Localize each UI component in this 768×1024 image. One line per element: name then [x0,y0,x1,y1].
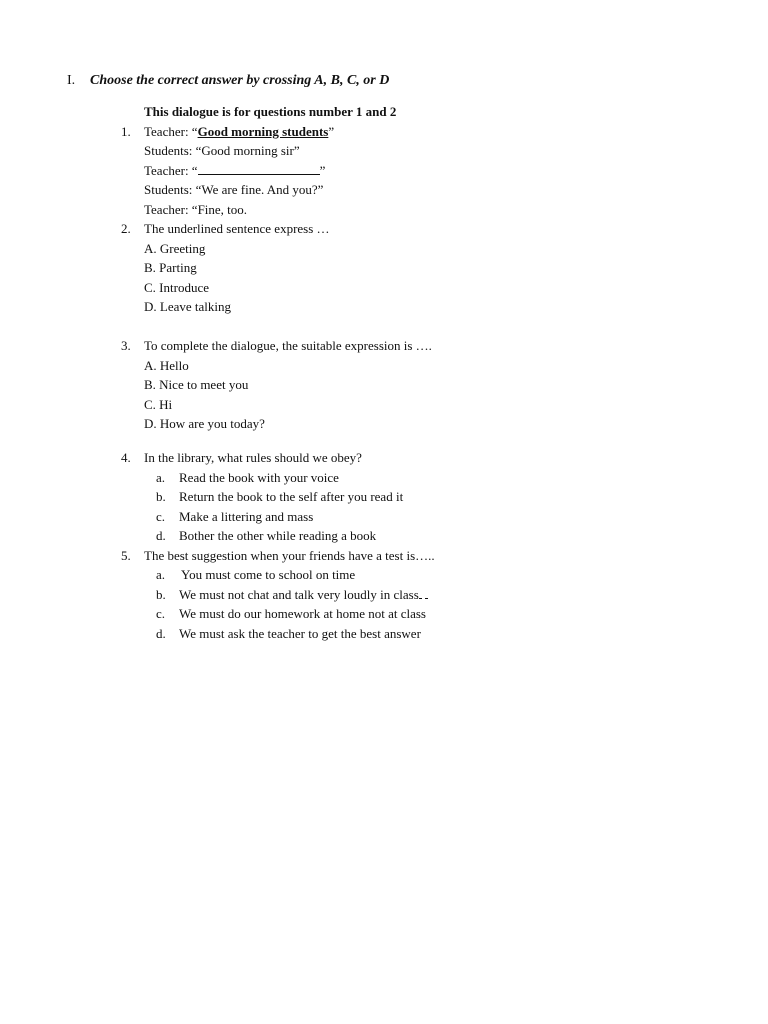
section-heading [67,72,389,90]
option: A. Greeting [144,241,206,256]
dialogue-line-1 [144,124,334,140]
question-number: 3. [121,338,131,353]
dialogue-line-2: Students: “Good morning sir” [144,143,300,158]
option-letter: d. [156,528,166,543]
dialogue-prefix: Teacher: “ [144,124,198,139]
answer-blank [198,164,320,175]
option-text: We must ask the teacher to get the best answer [179,626,421,641]
question-text: In the library, what rules should we obey? [144,450,362,465]
question-text: The best suggestion when your friends have a test is….. [144,548,435,563]
option-text: Read the book with your voice [179,470,339,485]
question-number: 1. [121,124,131,139]
option-letter: c. [156,606,166,621]
option: A. Hello [144,358,189,373]
option: D. Leave talking [144,299,231,314]
question-text: The underlined sentence express … [144,221,330,236]
dialogue-suffix: ” [328,124,335,139]
option: C. Introduce [144,280,209,295]
option: D. How are you today? [144,416,265,431]
option-text: Return the book to the self after you read it [179,489,404,504]
dialogue-prefix: Teacher: “ [144,163,198,178]
dialogue-suffix: ” [319,163,326,178]
underlined-greeting: Good morning students [197,124,329,139]
option-text: You must come to school on time [181,567,356,582]
option: B. Parting [144,260,197,275]
option-text: Make a littering and mass [179,509,314,524]
section-number: I. [67,73,76,88]
dialogue-heading: This dialogue is for questions number 1 and 2 [144,104,397,119]
option-text: We must do our homework at home not at class [179,606,426,621]
option-text: We must not chat and talk very loudly in class [179,587,419,602]
trailing-marks [419,589,428,599]
section-instruction: Choose the correct answer by crossing A, B, C, or D [90,73,390,88]
option-letter: b. [156,489,166,504]
option: C. Hi [144,397,173,412]
option: B. Nice to meet you [144,377,249,392]
option-letter: a. [156,567,166,582]
dialogue-line-5: Teacher: “Fine, too. [144,202,248,217]
question-text: To complete the dialogue, the suitable expression is …. [144,338,432,353]
question-number: 5. [121,548,131,563]
option-text: Bother the other while reading a book [179,528,377,543]
question-number: 2. [121,221,131,236]
option-letter: d. [156,626,166,641]
option-letter: c. [156,509,166,524]
option-text-wrap [179,587,428,603]
option-letter: a. [156,470,166,485]
option-letter: b. [156,587,166,602]
dialogue-line-4: Students: “We are fine. And you?” [144,182,324,197]
dialogue-line-3 [144,163,325,179]
question-number: 4. [121,450,131,465]
